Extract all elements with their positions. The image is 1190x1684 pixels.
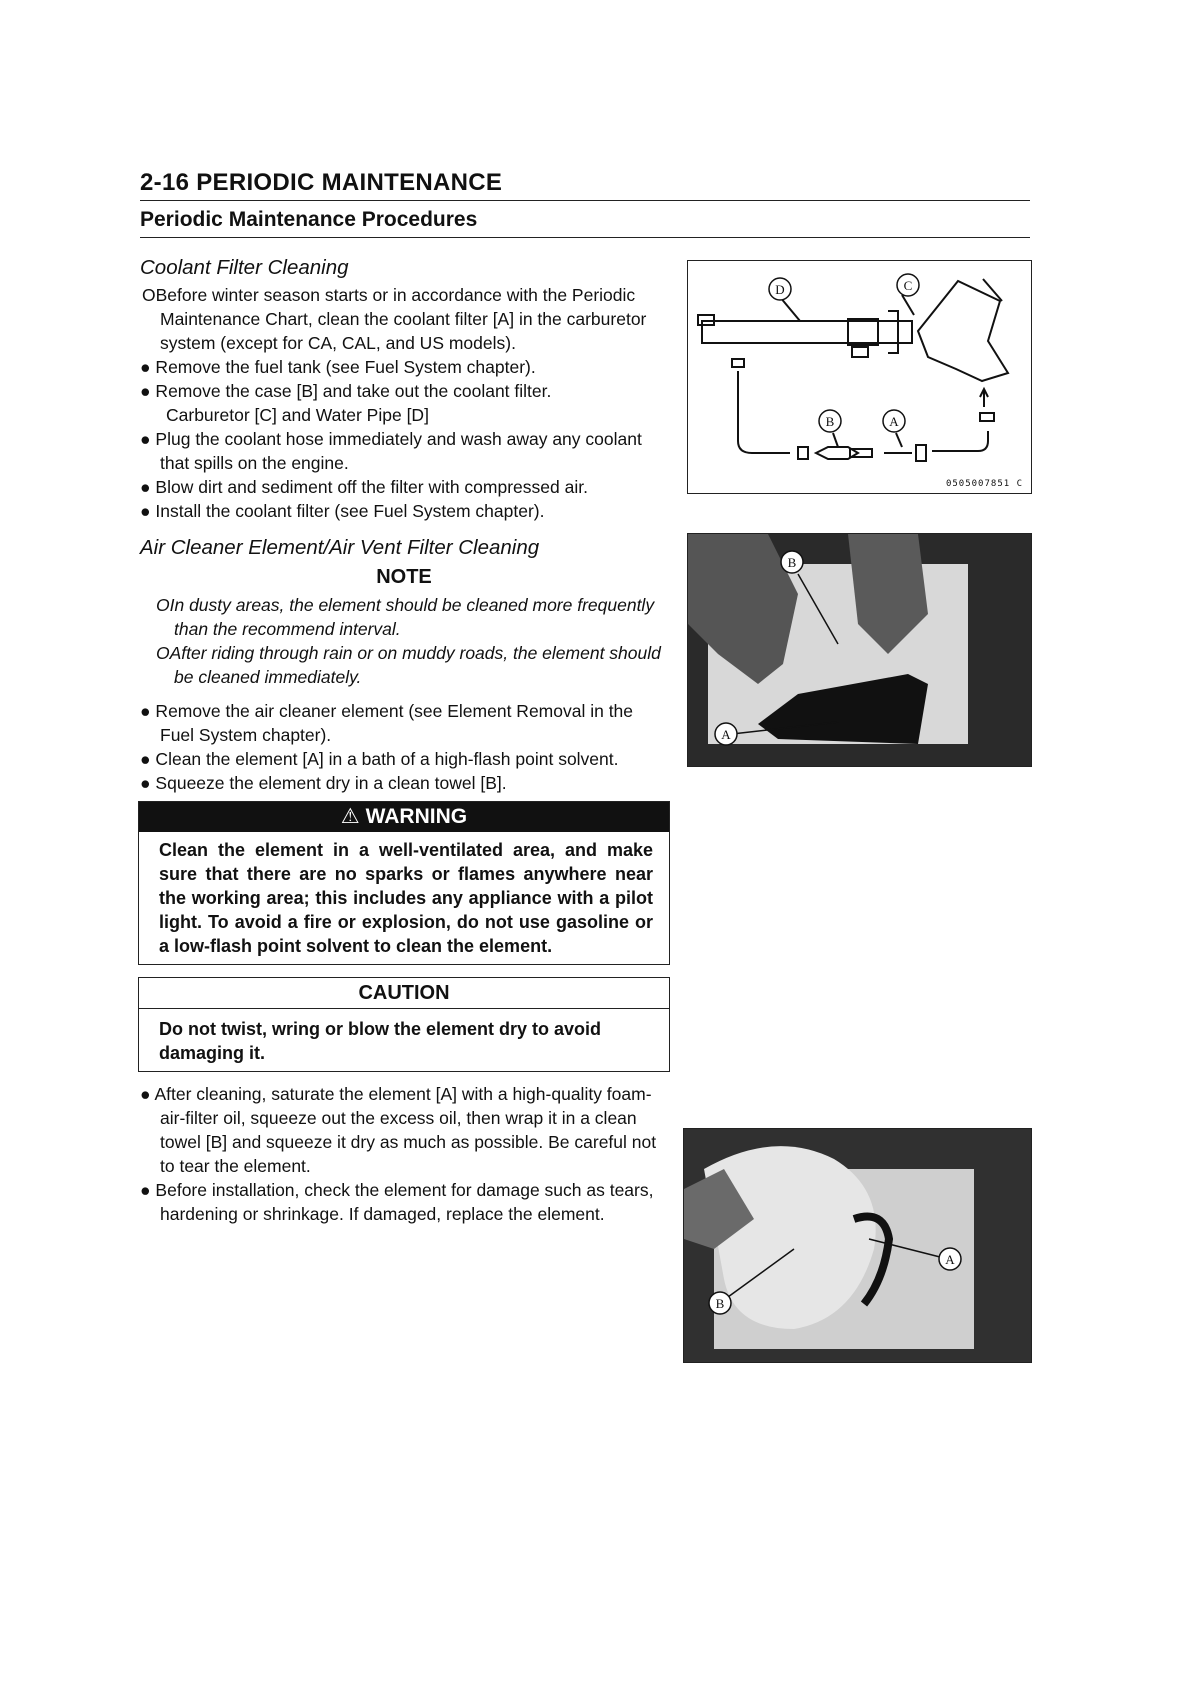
photo-illustration [688, 534, 1031, 766]
label-d: D [775, 282, 785, 297]
warning-header [139, 802, 669, 832]
section-rule [140, 237, 1030, 238]
coolant-filter-diagram [687, 260, 1032, 494]
coolant-step: ● Remove the fuel tank (see Fuel System chapter). [140, 357, 536, 377]
caution-box [138, 977, 670, 1072]
element-towel-photo [683, 1128, 1032, 1363]
page-header [140, 168, 1030, 238]
section-title: Periodic Maintenance Procedures [140, 208, 478, 231]
header-rule [140, 200, 1030, 201]
photo-illustration [684, 1129, 1031, 1362]
warning-triangle-icon: ⚠ [340, 805, 360, 828]
air-step: ● Squeeze the element dry in a clean towel [B]. [140, 773, 507, 793]
label-a: A [889, 414, 899, 429]
note-item: OAfter riding through rain or on muddy roads, the element should be cleaned immediately. [156, 643, 661, 687]
coolant-legend: Carburetor [C] and Water Pipe [D] [166, 405, 429, 425]
warning-text: Clean the element in a well-ventilated area, and make sure that there are no sparks or flames anywhere near the working area; this includes any appliance with a pilot light. To avoid a fire or explosion, do not use gasoline or a low-flash point solvent to clean the element. [159, 840, 653, 956]
coolant-filter-drawing [688, 261, 1031, 493]
figure-code: 0505007851 C [945, 479, 1023, 489]
photo2-label-b: B [715, 1296, 725, 1311]
note-title: NOTE [376, 566, 432, 588]
coolant-intro: OBefore winter season starts or in accordance with the Periodic Maintenance Chart, clean the coolant filter [A] in the carburetor system (except for CA, CAL, and US models). [142, 285, 647, 353]
warning-title: WARNING [365, 805, 468, 828]
air-step: ● Clean the element [A] in a bath of a high-flash point solvent. [140, 749, 619, 769]
warning-box [138, 801, 670, 965]
photo2-label-a: A [945, 1252, 955, 1267]
after-step: ● Before installation, check the element for damage such as tears, hardening or shrinkage. If damaged, replace the element. [140, 1180, 654, 1224]
caution-text: Do not twist, wring or blow the element dry to avoid damaging it. [159, 1019, 602, 1063]
main-text-column [138, 255, 670, 1226]
photo1-label-a: A [721, 727, 731, 742]
label-b: B [825, 414, 835, 429]
note-item: OIn dusty areas, the element should be cleaned more frequently than the recommend interval. [156, 595, 655, 639]
coolant-step: ● Plug the coolant hose immediately and wash away any coolant that spills on the engine. [140, 429, 642, 473]
coolant-step: ● Install the coolant filter (see Fuel System chapter). [140, 501, 545, 521]
chapter-title: 2-16 PERIODIC MAINTENANCE [140, 169, 503, 196]
coolant-step: ● Blow dirt and sediment off the filter with compressed air. [140, 477, 588, 497]
after-step: ● After cleaning, saturate the element [A] with a high-quality foam-air-filter oil, squeeze out the excess oil, then wrap it in a clean towel [B] and squeeze it dry as much as possible. Be careful not to tear the element. [140, 1084, 657, 1176]
air-step: ● Remove the air cleaner element (see Element Removal in the Fuel System chapter). [140, 701, 634, 745]
coolant-step: ● Remove the case [B] and take out the coolant filter. [140, 381, 552, 401]
air-cleaner-heading: Air Cleaner Element/Air Vent Filter Cleaning [140, 536, 540, 559]
element-squeeze-photo [687, 533, 1032, 767]
coolant-heading: Coolant Filter Cleaning [140, 256, 349, 279]
photo1-label-b: B [787, 555, 797, 570]
label-c: C [903, 278, 913, 293]
caution-title: CAUTION [139, 978, 669, 1009]
